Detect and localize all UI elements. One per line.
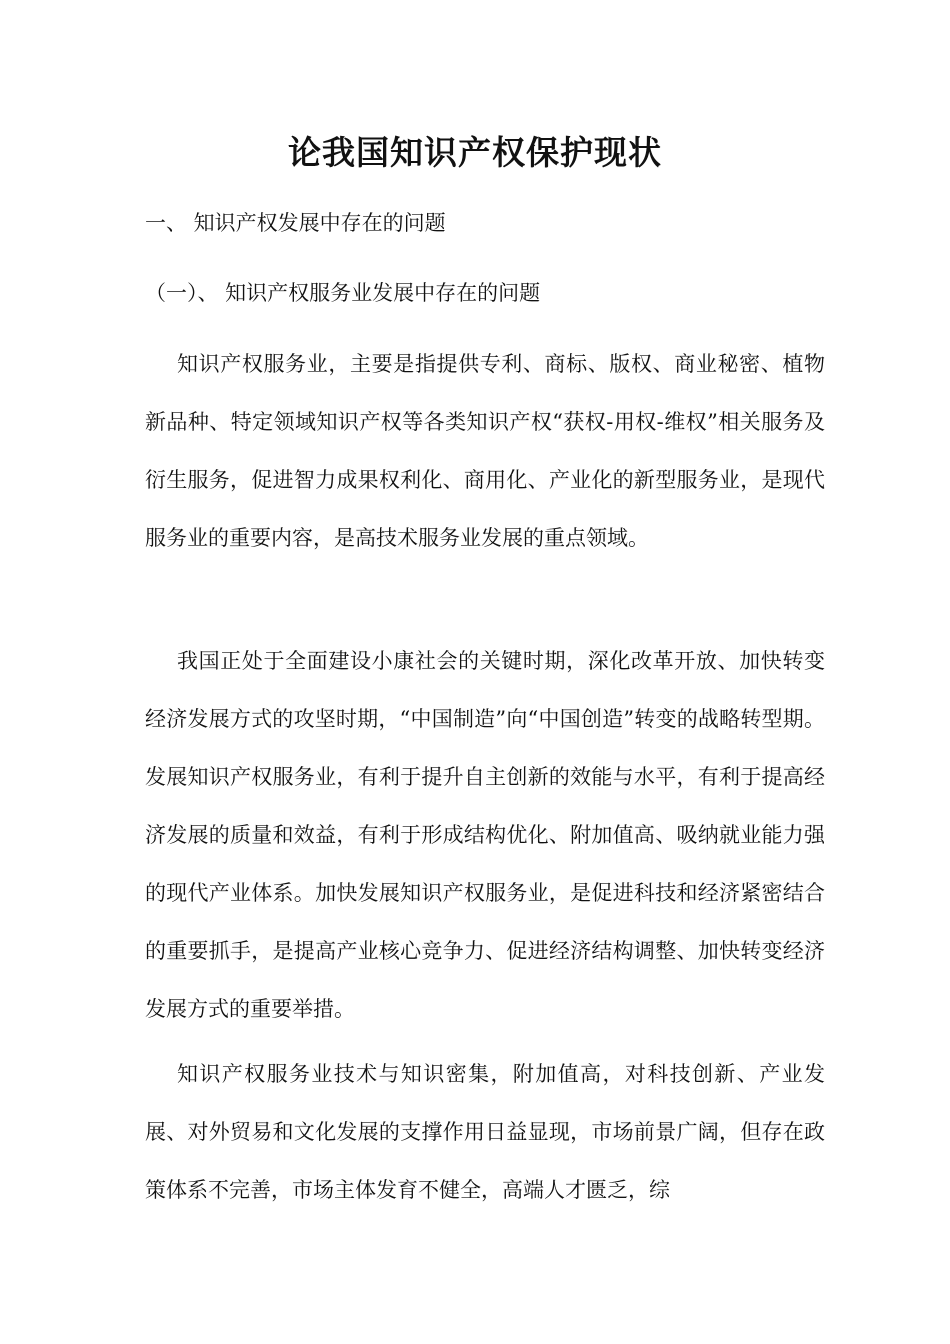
body-paragraph-2: 我国正处于全面建设小康社会的关键时期，深化改革开放、加快转变经济发展方式的攻坚时期，“中国制造”向“中国创造”转变的战略转型期。发展知识产权服务业，有利于提升自主创新的效能与水平，有利于提高经济发展的质量和效益，有利于形成结构优化、附加值高、吸纳就业能力强的现代产业体系。加快发展知识产权服务业，是促进科技和经济紧密结合的重要抓手，是提高产业核心竞争力、促进经济结构调整、加快转变经济发展方式的重要举措。 (145, 649, 825, 1021)
document-title: 论我国知识产权保护现状 (288, 133, 662, 172)
body-paragraph-1: 知识产权服务业，主要是指提供专利、商标、版权、商业秘密、植物新品种、特定领域知识产权等各类知识产权“获权-用权-维权”相关服务及衍生服务，促进智力成果权利化、商用化、产业化的新型服务业，是现代服务业的重要内容，是高技术服务业发展的重点领域。 (145, 352, 825, 550)
body-paragraph-3: 知识产权服务业技术与知识密集，附加值高，对科技创新、产业发展、对外贸易和文化发展的支撑作用日益显现，市场前景广阔，但存在政策体系不完善，市场主体发育不健全，高端人才匮乏，综 (145, 1062, 825, 1202)
subsection-heading-1: （一）、 知识产权服务业发展中存在的问题 (145, 281, 541, 305)
section-heading-1: 一、 知识产权发展中存在的问题 (145, 211, 446, 235)
